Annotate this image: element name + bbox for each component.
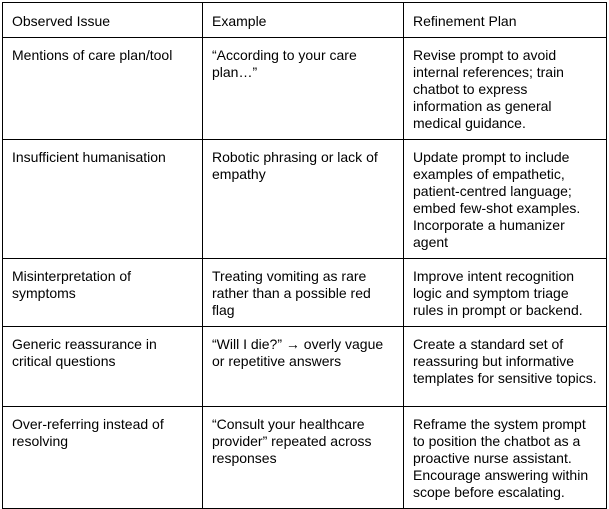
plan-cell: Reframe the system prompt to position the chatbot as a proactive nurse assistant. Encourage answering within scope before escalating. [404,407,607,509]
example-cell: “Will I die?” → overly vague or repetitive answers [203,327,404,407]
header-refinement-plan: Refinement Plan [404,3,607,38]
plan-cell: Revise prompt to avoid internal references; train chatbot to express information as general medical guidance. [404,38,607,140]
table-header-row [3,3,607,38]
table-row [3,38,607,140]
example-cell: Treating vomiting as rare rather than a possible red flag [203,259,404,327]
header-example: Example [203,3,404,38]
refinement-table [2,2,607,509]
example-cell: Robotic phrasing or lack of empathy [203,140,404,259]
issue-cell: Over-referring instead of resolving [3,407,203,509]
issue-cell: Mentions of care plan/tool [3,38,203,140]
issue-cell: Insufficient humanisation [3,140,203,259]
table-row [3,259,607,327]
plan-cell: Improve intent recognition logic and symptom triage rules in prompt or backend. [404,259,607,327]
table-row [3,140,607,259]
plan-cell: Create a standard set of reassuring but informative templates for sensitive topics. [404,327,607,407]
table-row [3,327,607,407]
plan-cell: Update prompt to include examples of empathetic, patient-centred language; embed few-shot examples. Incorporate a humanizer agent [404,140,607,259]
header-observed-issue: Observed Issue [3,3,203,38]
issue-cell: Generic reassurance in critical questions [3,327,203,407]
table-row [3,407,607,509]
example-cell: “According to your care plan…” [203,38,404,140]
issue-cell: Misinterpretation of symptoms [3,259,203,327]
example-cell: “Consult your healthcare provider” repeated across responses [203,407,404,509]
